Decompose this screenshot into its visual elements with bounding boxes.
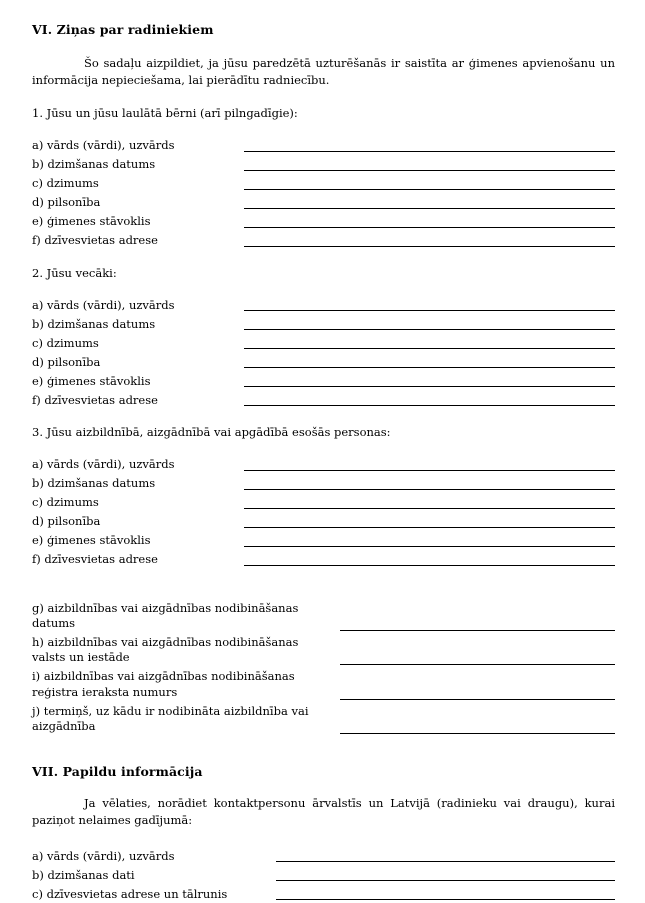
write-line[interactable] xyxy=(340,688,615,700)
question-3-text: 3. Jūsu aizbildnībā, aizgādnībā vai apgādībā esošās personas: xyxy=(32,425,391,440)
section-vii-intro: Ja vēlaties, norādiet kontaktpersonu ārvalstīs un Latvijā (radinieku vai draugu), kurai paziņot nelaimes gadījumā: xyxy=(32,796,615,827)
field-input-line[interactable] xyxy=(276,884,615,903)
field-input-line[interactable] xyxy=(244,371,615,390)
field-input-line[interactable] xyxy=(244,493,615,512)
field-row xyxy=(32,550,615,569)
field-row xyxy=(32,193,615,212)
field-row xyxy=(32,865,615,884)
field-input-line[interactable] xyxy=(244,531,615,550)
field-input-line[interactable] xyxy=(244,295,615,314)
field-label: a) vārds (vārdi), uzvārds xyxy=(32,138,175,153)
field-input-line[interactable] xyxy=(244,193,615,212)
field-input-line[interactable] xyxy=(340,601,615,635)
question-1-fields xyxy=(32,136,615,250)
field-row xyxy=(32,635,615,669)
field-input-line[interactable] xyxy=(244,314,615,333)
write-line[interactable] xyxy=(244,296,615,311)
question-1-text: 1. Jūsu un jūsu laulātā bērni (arī pilngadīgie): xyxy=(32,106,298,121)
field-row xyxy=(32,601,615,635)
write-line[interactable] xyxy=(340,619,615,631)
question-2-fields xyxy=(32,295,615,409)
field-row xyxy=(32,390,615,409)
field-label: b) dzimšanas datums xyxy=(32,316,156,331)
field-row xyxy=(32,531,615,550)
field-row xyxy=(32,231,615,250)
field-row xyxy=(32,136,615,155)
question-2-text: 2. Jūsu vecāki: xyxy=(32,265,117,280)
write-line[interactable] xyxy=(244,372,615,387)
field-label: d) pilsonība xyxy=(32,514,101,529)
field-row xyxy=(32,155,615,174)
field-row xyxy=(32,884,615,903)
write-line[interactable] xyxy=(340,722,615,734)
field-input-line[interactable] xyxy=(244,512,615,531)
field-label: j) termiņš, uz kādu ir nodibināta aizbildnība vai aizgādnība xyxy=(32,703,309,733)
field-input-line[interactable] xyxy=(244,231,615,250)
write-line[interactable] xyxy=(244,494,615,509)
section-vi-title: VI. Ziņas par radiniekiem xyxy=(32,22,214,37)
field-label: h) aizbildnības vai aizgādnības nodibināšanas valsts un iestāde xyxy=(32,635,299,665)
field-input-line[interactable] xyxy=(244,474,615,493)
field-label: e) ģimenes stāvoklis xyxy=(32,533,151,548)
field-input-line[interactable] xyxy=(244,174,615,193)
field-label: c) dzimums xyxy=(32,335,99,350)
write-line[interactable] xyxy=(244,137,615,152)
field-label: a) vārds (vārdi), uzvārds xyxy=(32,297,175,312)
write-line[interactable] xyxy=(340,653,615,665)
field-input-line[interactable] xyxy=(340,669,615,703)
field-label: b) dzimšanas datums xyxy=(32,476,156,491)
field-label: i) aizbildnības vai aizgādnības nodibināšanas reģistra ieraksta numurs xyxy=(32,669,295,699)
field-row xyxy=(32,212,615,231)
write-line[interactable] xyxy=(244,175,615,190)
field-row xyxy=(32,371,615,390)
write-line[interactable] xyxy=(244,315,615,330)
field-label: c) dzimums xyxy=(32,495,99,510)
field-label: a) vārds (vārdi), uzvārds xyxy=(32,457,175,472)
write-line[interactable] xyxy=(244,194,615,209)
write-line[interactable] xyxy=(244,456,615,471)
field-row xyxy=(32,174,615,193)
field-input-line[interactable] xyxy=(244,390,615,409)
field-label: f) dzīvesvietas adrese xyxy=(32,392,158,407)
field-label: c) dzīvesvietas adrese un tālrunis xyxy=(32,886,228,901)
field-input-line[interactable] xyxy=(244,550,615,569)
field-row xyxy=(32,669,615,703)
write-line[interactable] xyxy=(244,353,615,368)
field-row xyxy=(32,704,615,738)
field-label: d) pilsonība xyxy=(32,195,101,210)
write-line[interactable] xyxy=(276,847,615,862)
field-label: e) ģimenes stāvoklis xyxy=(32,373,151,388)
field-label: d) pilsonība xyxy=(32,354,101,369)
field-input-line[interactable] xyxy=(244,212,615,231)
field-row xyxy=(32,493,615,512)
field-label: b) dzimšanas dati xyxy=(32,867,135,882)
write-line[interactable] xyxy=(244,156,615,171)
field-input-line[interactable] xyxy=(244,155,615,174)
write-line[interactable] xyxy=(244,391,615,406)
field-label: g) aizbildnības vai aizgādnības nodibināšanas datums xyxy=(32,600,299,630)
write-line[interactable] xyxy=(244,213,615,228)
field-input-line[interactable] xyxy=(276,846,615,865)
field-input-line[interactable] xyxy=(244,136,615,155)
question-3-extra-fields xyxy=(32,601,615,738)
field-input-line[interactable] xyxy=(340,635,615,669)
field-label: b) dzimšanas datums xyxy=(32,157,156,172)
write-line[interactable] xyxy=(244,475,615,490)
field-label: c) dzimums xyxy=(32,176,99,191)
write-line[interactable] xyxy=(276,885,615,900)
spacer xyxy=(32,744,615,760)
field-input-line[interactable] xyxy=(244,455,615,474)
write-line[interactable] xyxy=(244,334,615,349)
write-line[interactable] xyxy=(244,232,615,247)
write-line[interactable] xyxy=(244,551,615,566)
write-line[interactable] xyxy=(244,513,615,528)
field-input-line[interactable] xyxy=(276,865,615,884)
field-input-line[interactable] xyxy=(244,333,615,352)
field-label: f) dzīvesvietas adrese xyxy=(32,233,158,248)
question-3-fields xyxy=(32,455,615,569)
field-row xyxy=(32,474,615,493)
section-vii-title: VII. Papildu informācija xyxy=(32,764,203,780)
field-row xyxy=(32,846,615,865)
section-vii-fields xyxy=(32,846,615,903)
field-row xyxy=(32,455,615,474)
field-label: e) ģimenes stāvoklis xyxy=(32,214,151,229)
write-line[interactable] xyxy=(276,866,615,881)
section-vi-intro: Šo sadaļu aizpildiet, ja jūsu paredzētā uzturēšanās ir saistīta ar ģimenes apvienošanu un informācija nepieciešama, lai pierādītu radniecību. xyxy=(32,55,615,87)
spacer xyxy=(32,585,615,601)
field-row xyxy=(32,295,615,314)
write-line[interactable] xyxy=(244,532,615,547)
field-row xyxy=(32,314,615,333)
field-label: f) dzīvesvietas adrese xyxy=(32,552,158,567)
field-row xyxy=(32,333,615,352)
field-input-line[interactable] xyxy=(340,704,615,738)
field-row xyxy=(32,512,615,531)
field-label: a) vārds (vārdi), uzvārds xyxy=(32,848,175,863)
field-input-line[interactable] xyxy=(244,352,615,371)
field-row xyxy=(32,352,615,371)
